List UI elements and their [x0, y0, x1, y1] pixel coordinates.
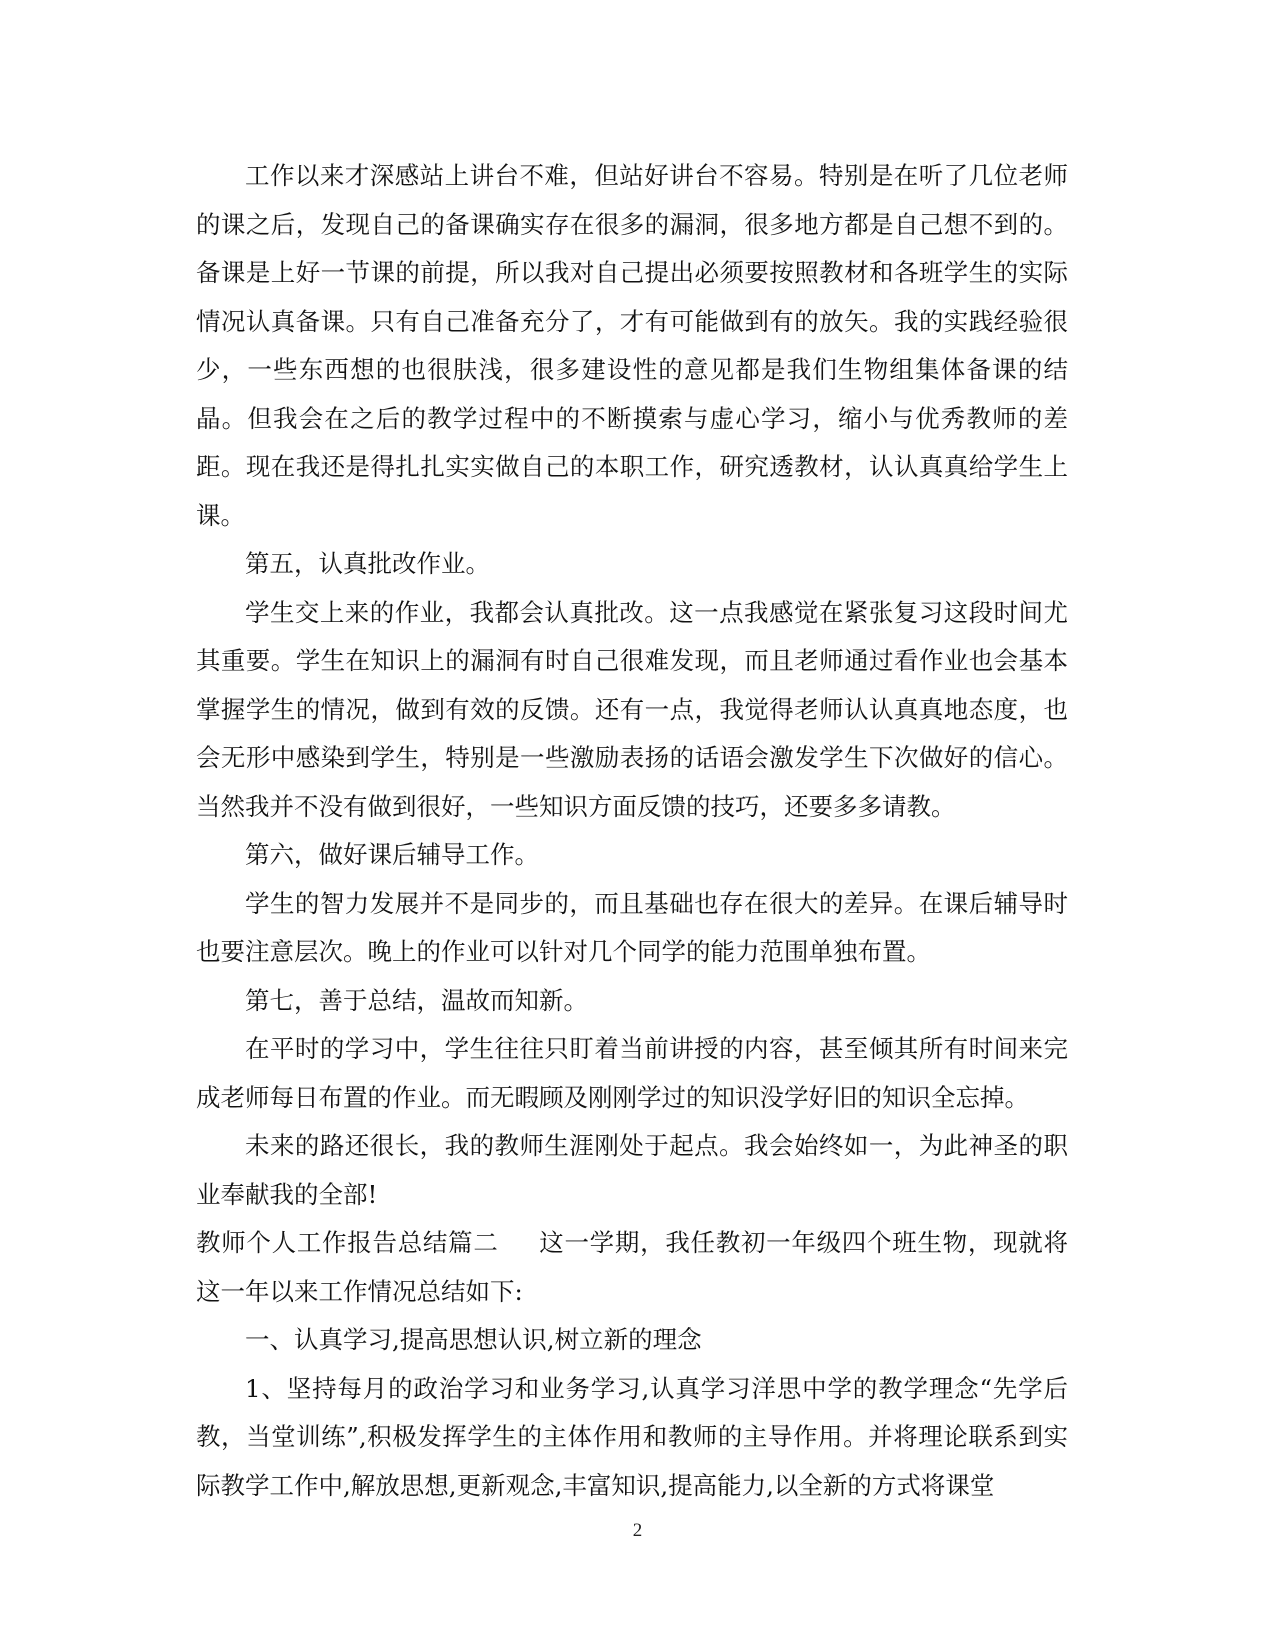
page-number: 2 [632, 1520, 643, 1541]
paragraph-tutoring: 学生的智力发展并不是同步的，而且基础也存在很大的差异。在课后辅导时也要注意层次。晚上的作业可以针对几个同学的能力范围单独布置。 [196, 888, 1068, 966]
section-two-intro [196, 1219, 1068, 1316]
paragraph-homework: 学生交上来的作业，我都会认真批改。这一点我感觉在紧张复习这段时间尤其重要。学生在知识上的漏洞有时自己很难发现，而且老师通过看作业也会基本掌握学生的情况，做到有效的反馈。还有一点，我觉得老师认认真真地态度，也会无形中感染到学生，特别是一些激励表扬的话语会激发学生下次做好的信心。当然我并不没有做到很好，一些知识方面反馈的技巧，还要多多请教。 [196, 597, 1068, 821]
heading-sixth: 第六，做好课后辅导工作。 [245, 840, 539, 869]
document-body [196, 152, 1068, 1510]
paragraph-review: 在平时的学习中，学生往往只盯着当前讲授的内容，甚至倾其所有时间来完成老师每日布置的作业。而无暇顾及刚刚学过的知识没学好旧的知识全忘掉。 [196, 1034, 1068, 1112]
heading-fifth: 第五，认真批改作业。 [245, 549, 490, 578]
heading-seventh: 第七，善于总结，温故而知新。 [245, 985, 588, 1015]
section-title: 教师个人工作报告总结篇二 [196, 1228, 499, 1257]
heading-study: 一、认真学习,提高思想认识,树立新的理念 [245, 1325, 702, 1354]
paragraph-political-study: 1、坚持每月的政治学习和业务学习,认真学习洋思中学的教学理念“先学后教，当堂训练”,积极发挥学生的主体作用和教师的主导作用。并将理论联系到实际教学工作中,解放思想,更新观念,丰富知识,提高能力,以全新的方式将课堂 [196, 1373, 1068, 1500]
paragraph-conclusion: 未来的路还很长，我的教师生涯刚处于起点。我会始终如一，为此神圣的职业奉献我的全部! [196, 1131, 1068, 1209]
section-intro: 这一学期，我任教初一年级四个班生物，现就将这一年以来工作情况总结如下: [196, 1228, 1068, 1306]
paragraph-lesson-prep: 工作以来才深感站上讲台不难，但站好讲台不容易。特别是在听了几位老师的课之后，发现自己的备课确实存在很多的漏洞，很多地方都是自己想不到的。备课是上好一节课的前提，所以我对自己提出必须要按照教材和各班学生的实际情况认真备课。只有自己准备充分了，才有可能做到有的放矢。我的实践经验很少，一些东西想的也很肤浅，很多建设性的意见都是我们生物组集体备课的结晶。但我会在之后的教学过程中的不断摸索与虚心学习，缩小与优秀教师的差距。现在我还是得扎扎实实做自己的本职工作，研究透教材，认认真真给学生上课。 [196, 161, 1068, 530]
